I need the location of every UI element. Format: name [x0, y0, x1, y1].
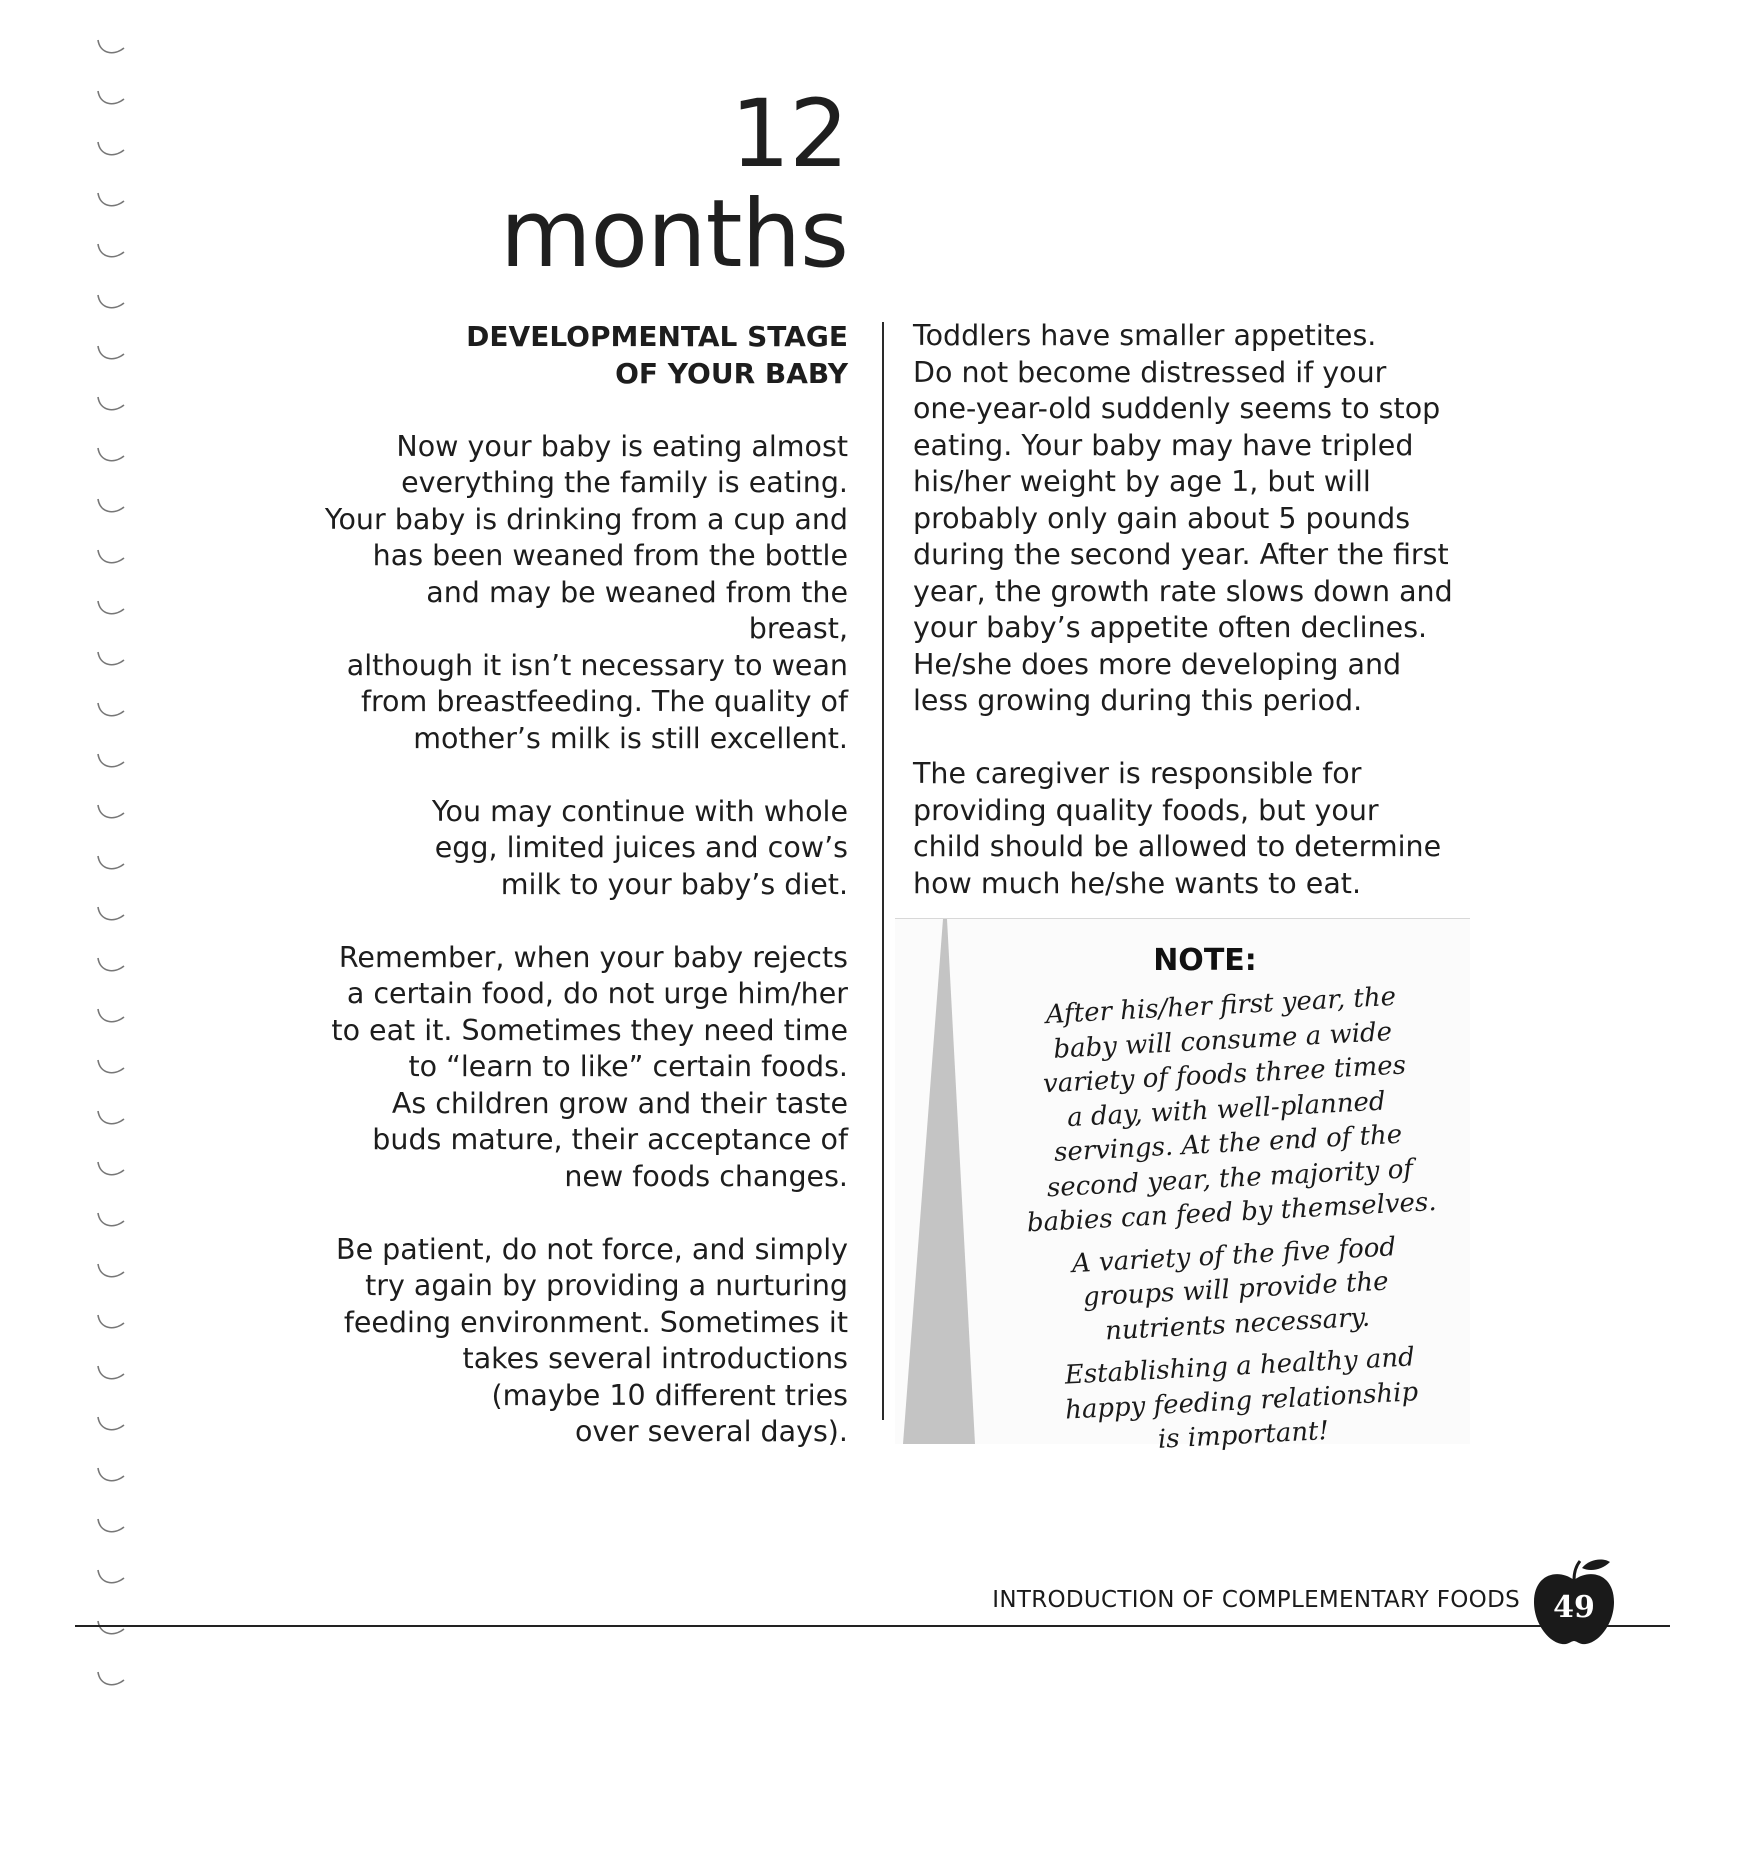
- note-text: [995, 977, 1469, 1472]
- binding-hook: [98, 244, 124, 257]
- binding-hook: [98, 1366, 124, 1379]
- column-divider: [882, 322, 884, 1420]
- binding-hook: [98, 1060, 124, 1073]
- paragraph: The caregiver is responsible for providing quality foods, but your child should be allowed to determine how much he/she wants to eat.: [913, 757, 1442, 900]
- note-paragraph: A variety of the five food groups will provide the nutrients necessary.: [1071, 1231, 1397, 1346]
- binding-hook: [98, 1111, 124, 1124]
- binding-hook: [98, 1264, 124, 1277]
- binding-hook: [98, 1570, 124, 1583]
- binding-hook: [98, 142, 124, 155]
- binding-hook: [98, 1417, 124, 1430]
- binding-hook: [98, 1009, 124, 1022]
- binding-hook: [98, 295, 124, 308]
- section-heading: DEVELOPMENTAL STAGE OF YOUR BABY: [466, 320, 848, 390]
- note-title: NOTE:: [1153, 943, 1257, 978]
- binding-hook: [98, 346, 124, 359]
- footer-section-title: INTRODUCTION OF COMPLEMENTARY FOODS: [992, 1587, 1520, 1613]
- note-wedge-decoration: [895, 919, 975, 1444]
- spiral-binding-icon: [70, 30, 140, 1710]
- left-column: [320, 318, 848, 1487]
- note-paragraph: After his/her first year, the baby will consume a wide variety of foods three times a day, with well-planned servings. At the end of the second year, the majority of babies can feed by themselves.: [1026, 981, 1438, 1239]
- paragraph: Be patient, do not force, and simply try again by providing a nurturing feeding environment. Sometimes it takes several introductions (maybe 10 different tries over several days).: [336, 1232, 848, 1448]
- binding-hook: [98, 1468, 124, 1481]
- binding-hook: [98, 397, 124, 410]
- binding-hook: [98, 754, 124, 767]
- paragraph: Remember, when your baby rejects a certain food, do not urge him/her to eat it. Sometimes they need time to “learn to like” certain foods. As children grow and their taste buds mature, their acceptance of new foods changes.: [331, 940, 848, 1193]
- binding-hook: [98, 91, 124, 104]
- binding-hook: [98, 1672, 124, 1685]
- binding-hook: [98, 856, 124, 869]
- binding-hook: [98, 907, 124, 920]
- title-word: months: [499, 180, 848, 289]
- binding-hook: [98, 1315, 124, 1328]
- note-card: [895, 918, 1470, 1455]
- binding-hook: [98, 1621, 124, 1634]
- page-title: [300, 80, 848, 289]
- binding-hook: [98, 1162, 124, 1175]
- title-number: 12: [730, 80, 848, 189]
- right-column: [913, 318, 1473, 939]
- binding-hook: [98, 550, 124, 563]
- binding-hook: [98, 193, 124, 206]
- paragraph: Now your baby is eating almost everything the family is eating. Your baby is drinking from a cup and has been weaned from the bottle and may be weaned from the breast, although it isn’t necessary to wean from breastfeeding. The quality of mother’s milk is still excellent.: [324, 429, 848, 755]
- binding-hook: [98, 40, 124, 53]
- binding-hook: [98, 1519, 124, 1532]
- paragraph: Toddlers have smaller appetites. Do not become distressed if your one-year-old suddenly seems to stop eating. Your baby may have tripled his/her weight by age 1, but will probably only gain about 5 pounds during the second year. After the first year, the growth rate slows down and your baby’s appetite often declines. He/she does more developing and less growing during this period.: [913, 319, 1453, 717]
- footer-rule: [75, 1625, 1670, 1627]
- page-number: 49: [1553, 1590, 1595, 1625]
- binding-hook: [98, 652, 124, 665]
- binding-hook: [98, 958, 124, 971]
- paragraph: You may continue with whole egg, limited juices and cow’s milk to your baby’s diet.: [431, 794, 848, 901]
- binding-hook: [98, 703, 124, 716]
- binding-hook: [98, 499, 124, 512]
- binding-hook: [98, 805, 124, 818]
- binding-hook: [98, 448, 124, 461]
- note-paragraph: Establishing a healthy and happy feeding relationship is important!: [1064, 1342, 1419, 1455]
- binding-hook: [98, 1213, 124, 1226]
- binding-hook: [98, 601, 124, 614]
